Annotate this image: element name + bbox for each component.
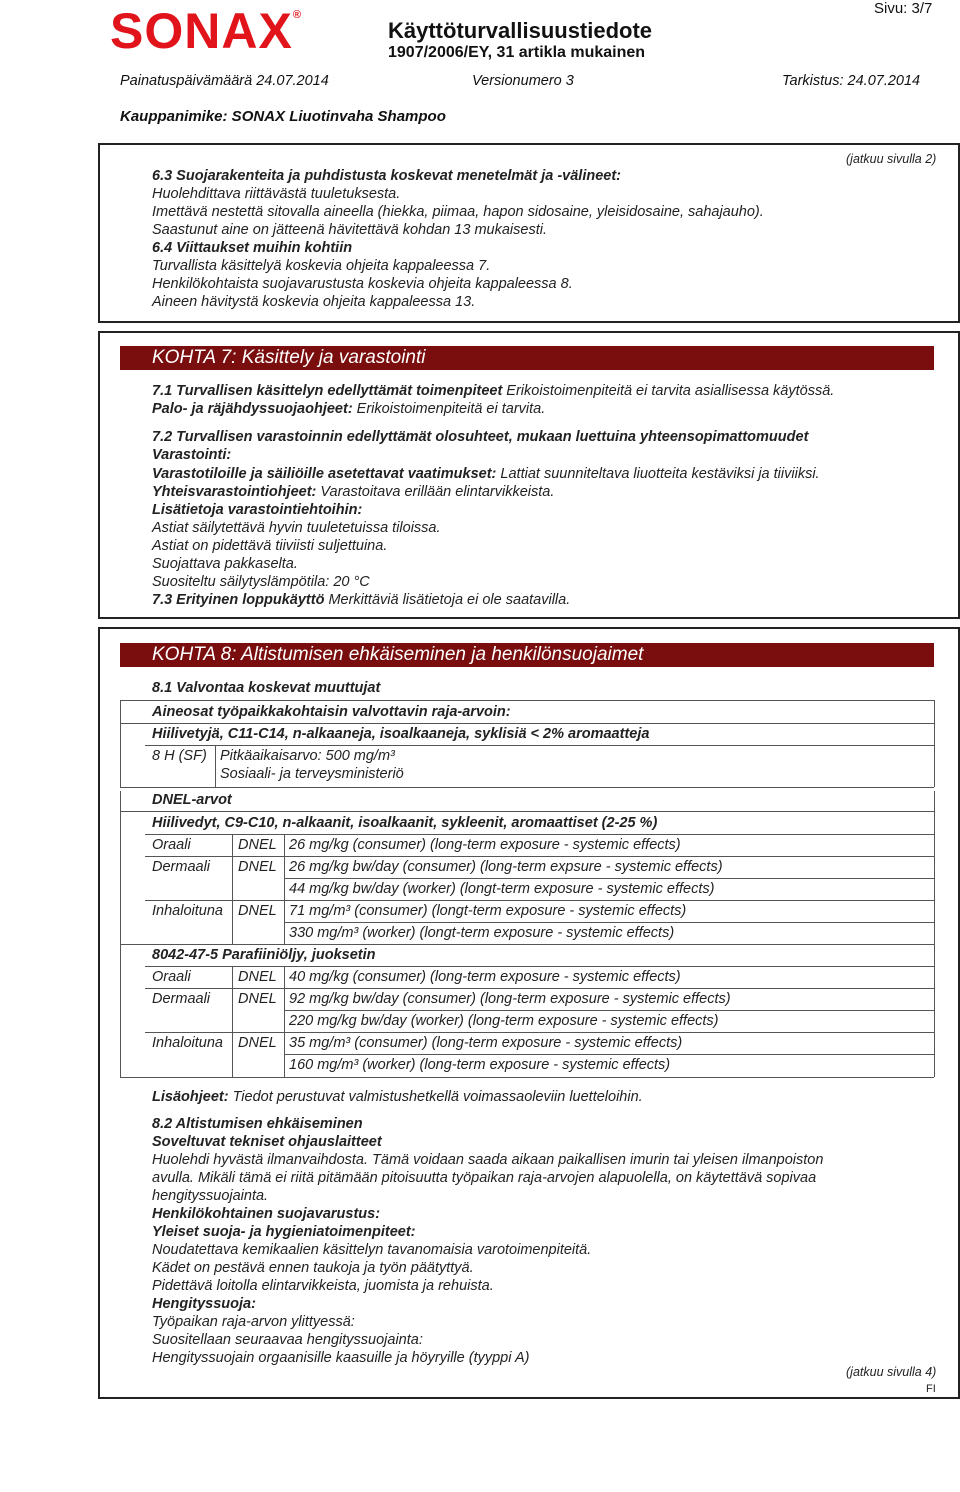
heading-6-4: 6.4 Viittaukset muihin kohtiin bbox=[152, 240, 353, 256]
dnel-type: DNEL bbox=[238, 859, 277, 875]
text-respiratory-1: Työpaikan raja-arvon ylittyessä: bbox=[152, 1314, 355, 1330]
text-6-4-line3: Aineen hävitystä koskevia ohjeita kappaleessa 13. bbox=[152, 294, 476, 310]
section-7-title: KOHTA 7: Käsittely ja varastointi bbox=[120, 346, 934, 370]
heading-extra-storage: Lisätietoja varastointiehtoihin: bbox=[152, 502, 363, 518]
dnel-value: 40 mg/kg (consumer) (long-term exposure - systemic effects) bbox=[289, 969, 681, 985]
text-hygiene-3: Pidettävä loitolla elintarvikkeista, juomista ja rehuista. bbox=[152, 1278, 494, 1294]
table-rule bbox=[232, 966, 233, 1077]
registered-mark: ® bbox=[292, 9, 302, 21]
table-rule bbox=[120, 787, 934, 788]
text-joint-storage bbox=[152, 483, 554, 501]
limits-value: Pitkäaikaisarvo: 500 mg/m³ bbox=[220, 748, 395, 764]
text-technical-3: hengityssuojainta. bbox=[152, 1188, 269, 1204]
text-hygiene-2: Kädet on pestävä ennen taukoja ja työn päätyttyä. bbox=[152, 1260, 474, 1276]
table-rule bbox=[120, 811, 934, 812]
dnel-route: Inhaloituna bbox=[152, 1035, 223, 1051]
heading-7-3: 7.3 Erityinen loppukäyttö bbox=[152, 592, 325, 608]
text-requirements bbox=[152, 465, 820, 483]
text-respiratory-2: Suositellaan seuraavaa hengityssuojainta: bbox=[152, 1332, 423, 1348]
limits-header: Aineosat työpaikkakohtaisin valvottavin raja-arvoin: bbox=[152, 704, 511, 720]
table-rule bbox=[120, 791, 121, 1077]
text-fire-body: Erikoistoimenpiteitä ei tarvita. bbox=[352, 401, 546, 417]
text-requirements-body: Lattiat suunniteltava liuotteita kestäviksi ja tiiviiksi. bbox=[496, 466, 820, 482]
logo-text: SONAX bbox=[110, 3, 293, 59]
table-rule bbox=[934, 791, 935, 1077]
text-extra-4: Suositeltu säilytyslämpötila: 20 °C bbox=[152, 574, 370, 590]
heading-6-3: 6.3 Suojarakenteita ja puhdistusta koskevat menetelmät ja -välineet: bbox=[152, 168, 622, 184]
dnel-value: 35 mg/m³ (consumer) (long-term exposure - systemic effects) bbox=[289, 1035, 683, 1051]
heading-8-1: 8.1 Valvontaa koskevat muuttujat bbox=[152, 680, 381, 696]
section-8-title: KOHTA 8: Altistumisen ehkäiseminen ja henkilönsuojaimet bbox=[120, 643, 934, 667]
text-respiratory-3: Hengityssuojain orgaanisille kaasuille ja höyryille (tyyppi A) bbox=[152, 1350, 530, 1366]
table-rule bbox=[120, 700, 121, 787]
table-rule bbox=[120, 944, 934, 945]
text-extra-3: Suojattava pakkaselta. bbox=[152, 556, 298, 572]
dnel-type: DNEL bbox=[238, 969, 277, 985]
text-6-4-line1: Turvallista käsittelyä koskevia ohjeita kappaleessa 7. bbox=[152, 258, 491, 274]
dnel-value: 26 mg/kg bw/day (consumer) (long-term expsure - systemic effects) bbox=[289, 859, 723, 875]
table-rule bbox=[120, 700, 934, 701]
dnel-route: Oraali bbox=[152, 969, 191, 985]
heading-general-hygiene: Yleiset suoja- ja hygieniatoimenpiteet: bbox=[152, 1224, 416, 1240]
dnel-type: DNEL bbox=[238, 1035, 277, 1051]
text-extra-notes-body: Tiedot perustuvat valmistushetkellä voimassaoleviin luetteloihin. bbox=[228, 1089, 643, 1105]
text-technical-1: Huolehdi hyvästä ilmanvaihdosta. Tämä voidaan saada aikaan paikallisen imurin tai yleisen ilmanpoiston bbox=[152, 1152, 824, 1168]
table-rule bbox=[215, 745, 216, 787]
heading-7-1: 7.1 Turvallisen käsittelyn edellyttämät toimenpiteet bbox=[152, 383, 503, 399]
text-extra-1: Astiat säilytettävä hyvin tuuletetuissa tiloissa. bbox=[152, 520, 441, 536]
document-title: Käyttöturvallisuustiedote bbox=[388, 18, 653, 43]
dnel1-substance: Hiilivedyt, C9-C10, n-alkaanit, isoalkaanit, sykleenit, aromaattiset (2-25 %) bbox=[152, 815, 658, 831]
table-rule bbox=[120, 723, 934, 724]
heading-fire: Palo- ja räjähdyssuojaohjeet: bbox=[152, 401, 353, 417]
trade-name: Kauppanimike: SONAX Liuotinvaha Shampoo bbox=[120, 108, 446, 125]
heading-8-2: 8.2 Altistumisen ehkäiseminen bbox=[152, 1116, 363, 1132]
limits-substance: Hiilivetyjä, C11-C14, n-alkaaneja, isoalkaaneja, syklisiä < 2% aromaatteja bbox=[152, 726, 650, 742]
heading-requirements: Varastotiloille ja säiliöille asetettavat vaatimukset: bbox=[152, 466, 497, 482]
text-6-4-line2: Henkilökohtaista suojavarustusta koskevia ohjeita kappaleessa 8. bbox=[152, 276, 573, 292]
text-joint-storage-body: Varastoitava erillään elintarvikkeista. bbox=[316, 484, 555, 500]
table-rule bbox=[145, 900, 934, 901]
text-7-1-body: Erikoistoimenpiteitä ei tarvita asiallisessa käytössä. bbox=[502, 383, 835, 399]
continued-from-note: (jatkuu sivulla 2) bbox=[846, 152, 937, 166]
table-rule bbox=[145, 834, 934, 835]
continued-to-note: (jatkuu sivulla 4) bbox=[846, 1365, 937, 1379]
heading-respiratory: Hengityssuoja: bbox=[152, 1296, 256, 1312]
heading-extra-notes: Lisäohjeet: bbox=[152, 1089, 229, 1105]
dnel-value: 44 mg/kg bw/day (worker) (longt-term exposure - systemic effects) bbox=[289, 881, 715, 897]
text-6-3-line1: Huolehdittava riittävästä tuuletuksesta. bbox=[152, 186, 401, 202]
dnel-route: Inhaloituna bbox=[152, 903, 223, 919]
dnel-value: 26 mg/kg (consumer) (long-term exposure - systemic effects) bbox=[289, 837, 681, 853]
dnel-value: 330 mg/m³ (worker) (longt-term exposure - systemic effects) bbox=[289, 925, 675, 941]
limits-source: Sosiaali- ja terveysministeriö bbox=[220, 766, 404, 782]
table-rule bbox=[284, 922, 934, 923]
dnel-type: DNEL bbox=[238, 991, 277, 1007]
table-rule bbox=[120, 1077, 934, 1078]
heading-joint-storage: Yhteisvarastointiohjeet: bbox=[152, 484, 317, 500]
table-rule bbox=[145, 745, 934, 746]
table-rule bbox=[934, 700, 935, 787]
language-code: FI bbox=[926, 1383, 936, 1395]
table-rule bbox=[284, 878, 934, 879]
sonax-logo bbox=[110, 3, 302, 59]
table-rule bbox=[145, 1032, 934, 1033]
text-technical-2: avulla. Mikäli tämä ei riitä pitämään pitoisuutta työpaikan raja-arvojen alapuolella, on käytettävä sopivaa bbox=[152, 1170, 817, 1186]
table-rule bbox=[284, 966, 285, 1077]
heading-ppe: Henkilökohtainen suojavarustus: bbox=[152, 1206, 381, 1222]
text-6-3-line2: Imettävä nestettä sitovalla aineella (hiekka, piimaa, hapon sidosaine, yleisidosaine, sahajauho). bbox=[152, 204, 764, 220]
text-extra-2: Astiat on pidettävä tiiviisti suljettuina. bbox=[152, 538, 388, 554]
text-fire bbox=[152, 400, 545, 418]
table-rule bbox=[284, 834, 285, 944]
dnel-route: Oraali bbox=[152, 837, 191, 853]
text-7-1 bbox=[152, 382, 834, 400]
table-rule bbox=[232, 834, 233, 944]
revision-date: Tarkistus: 24.07.2014 bbox=[782, 73, 921, 89]
text-7-3-body: Merkittäviä lisätietoja ei ole saatavilla. bbox=[324, 592, 571, 608]
dnel-value: 92 mg/kg bw/day (consumer) (long-term exposure - systemic effects) bbox=[289, 991, 731, 1007]
table-rule bbox=[284, 1010, 934, 1011]
dnel-type: DNEL bbox=[238, 903, 277, 919]
dnel-value: 160 mg/m³ (worker) (long-term exposure - systemic effects) bbox=[289, 1057, 671, 1073]
dnel-value: 220 mg/kg bw/day (worker) (long-term exposure - systemic effects) bbox=[289, 1013, 719, 1029]
table-rule bbox=[284, 1054, 934, 1055]
dnel-route: Dermaali bbox=[152, 991, 211, 1007]
dnel-route: Dermaali bbox=[152, 859, 211, 875]
table-rule bbox=[145, 966, 934, 967]
page-number: Sivu: 3/7 bbox=[874, 0, 933, 17]
text-6-3-line3: Saastunut aine on jätteenä hävitettävä kohdan 13 mukaisesti. bbox=[152, 222, 547, 238]
dnel-value: 71 mg/m³ (consumer) (longt-term exposure - systemic effects) bbox=[289, 903, 687, 919]
table-rule bbox=[145, 856, 934, 857]
heading-7-2: 7.2 Turvallisen varastoinnin edellyttämät olosuhteet, mukaan luettuina yhteensopimattomuudet bbox=[152, 429, 809, 445]
dnel2-substance: 8042-47-5 Parafiiniöljy, juoksetin bbox=[152, 947, 376, 963]
print-date: Painatuspäivämäärä 24.07.2014 bbox=[120, 73, 329, 89]
regulation-reference: 1907/2006/EY, 31 artikla mukainen bbox=[388, 44, 646, 61]
limits-type: 8 H (SF) bbox=[152, 748, 207, 764]
text-7-3 bbox=[152, 591, 570, 609]
heading-technical: Soveltuvat tekniset ohjauslaitteet bbox=[152, 1134, 382, 1150]
table-rule bbox=[145, 988, 934, 989]
text-hygiene-1: Noudatettava kemikaalien käsittelyn tavanomaisia varotoimenpiteitä. bbox=[152, 1242, 592, 1258]
heading-storage: Varastointi: bbox=[152, 447, 232, 463]
version-number: Versionumero 3 bbox=[472, 73, 574, 89]
dnel-type: DNEL bbox=[238, 837, 277, 853]
text-extra-notes bbox=[152, 1088, 643, 1106]
dnel-header: DNEL-arvot bbox=[152, 792, 232, 808]
